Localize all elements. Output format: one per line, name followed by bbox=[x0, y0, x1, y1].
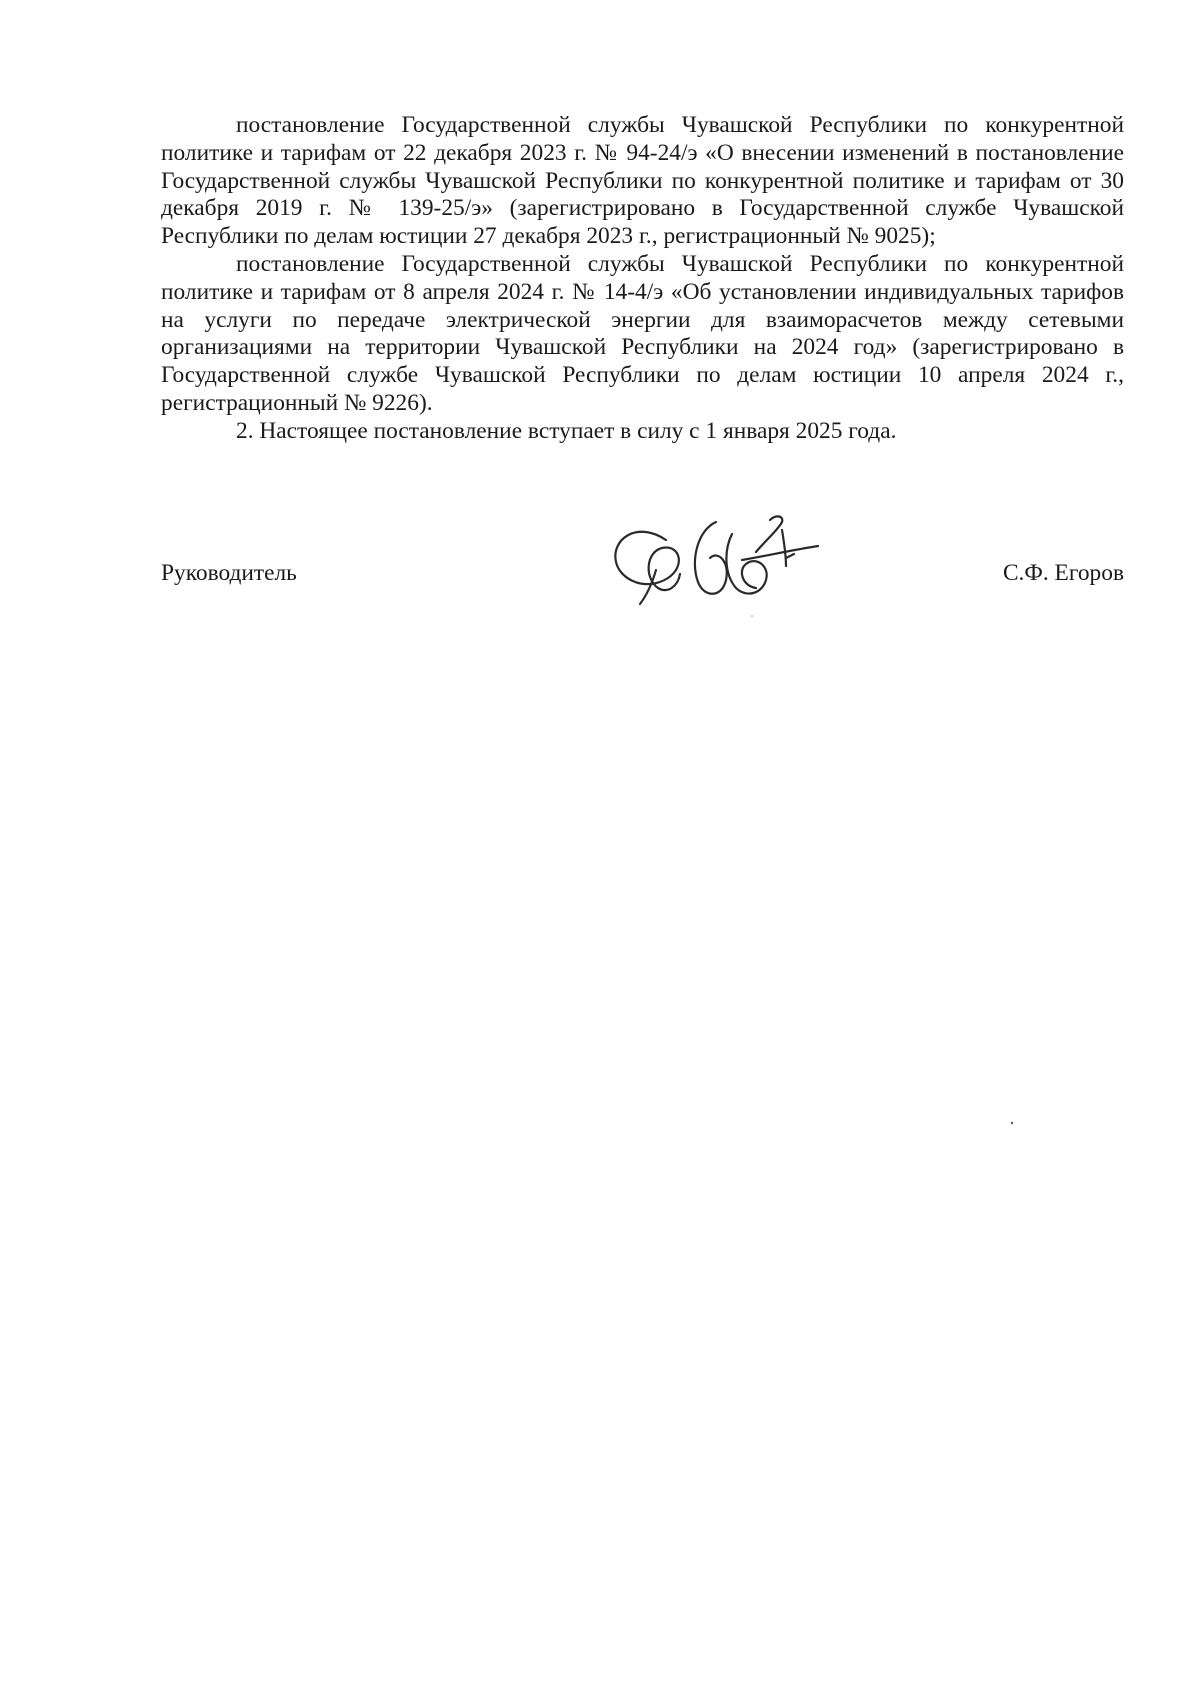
handwritten-signature-icon bbox=[606, 500, 826, 620]
signer-position: Руководитель bbox=[161, 560, 297, 586]
document-body bbox=[161, 112, 1124, 446]
paragraph-resolution-14-4: постановление Государственной службы Чувашской Республики по конкурентной политике и тарифам от 8 апреля 2024 г. № 14-4/э «Об установлении индивидуальных тарифов на услуги по передаче электрической энергии для взаиморасчетов между сетевыми организациями на территории Чувашской Республики на 2024 год» (зарегистрировано в Государственной службе Чувашской Республики по делам юстиции 10 апреля 2024 г., регистрационный № 9226). bbox=[161, 250, 1124, 416]
paragraph-effective-date: 2. Настоящее постановление вступает в силу с 1 января 2025 года. bbox=[236, 417, 897, 444]
paragraph-resolution-94-24: постановление Государственной службы Чувашской Республики по конкурентной политике и тарифам от 22 декабря 2023 г. № 94-24/э «О внесении изменений в постановление Государственной службы Чувашской Республики по конкурентной политике и тарифам от 30 декабря 2019 г. № 139-25/э» (зарегистрировано в Государственной службе Чувашской Республики по делам юстиции 27 декабря 2023 г., регистрационный № 9025); bbox=[161, 112, 1124, 250]
signer-name: С.Ф. Егоров bbox=[1002, 560, 1124, 586]
